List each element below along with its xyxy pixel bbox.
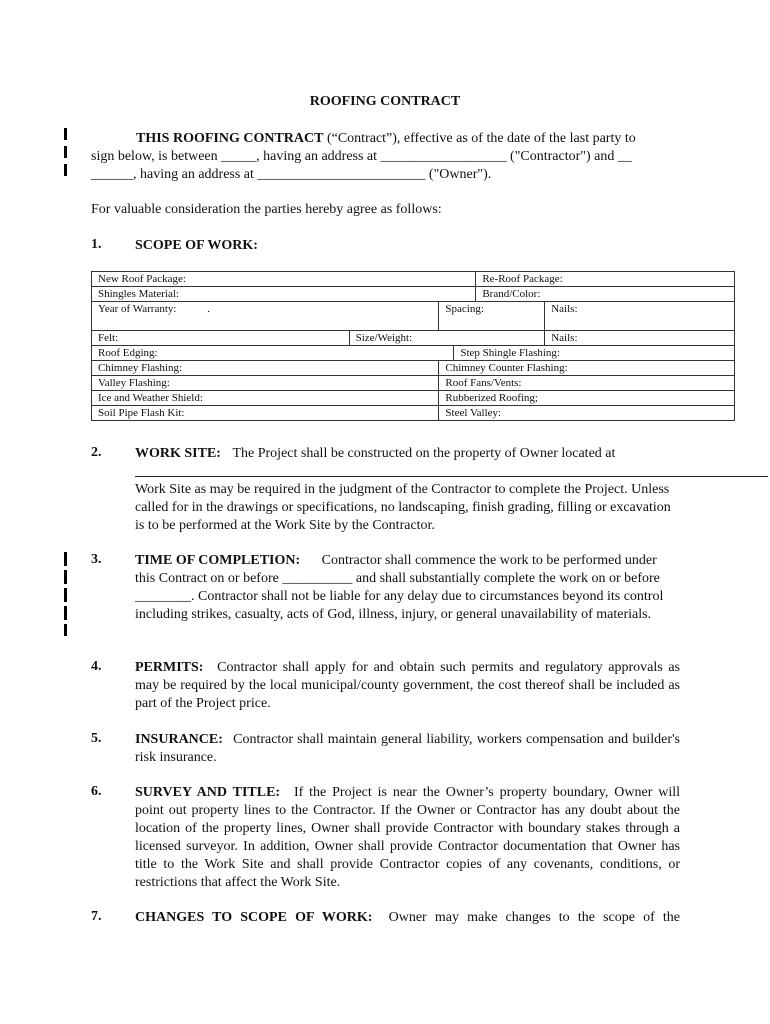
chimney-counter-flashing-cell: Chimney Counter Flashing:	[439, 361, 735, 376]
table-row	[92, 361, 735, 376]
year-of-warranty-label: Year of Warranty:	[98, 303, 177, 315]
table-row	[92, 391, 735, 406]
table-row	[92, 346, 735, 361]
section-3-number: 3.	[91, 552, 102, 567]
year-of-warranty-cell	[92, 302, 439, 331]
intro-paragraph	[91, 130, 683, 184]
change-bar	[64, 552, 67, 566]
felt-cell: Felt:	[92, 331, 350, 346]
section-7-heading: CHANGES TO SCOPE OF WORK:	[135, 910, 373, 925]
intro-text-1: (“Contract”), effective as of the date of the last party to	[323, 131, 636, 146]
warranty-dot: .	[207, 303, 210, 315]
intro-text-2: sign below, is between _____, having an address at __________________ ("Contractor") and __	[91, 149, 632, 164]
change-bar	[64, 606, 67, 620]
address-blank-line	[135, 476, 768, 477]
change-bar	[64, 164, 67, 176]
roof-edging-cell: Roof Edging:	[92, 346, 454, 361]
section-1-heading	[135, 237, 680, 255]
section-5-text: Contractor shall maintain general liability, workers compensation and builder's risk insurance.	[135, 732, 681, 765]
section-3-heading: TIME OF COMPLETION:	[135, 553, 301, 568]
soil-pipe-flash-kit-cell: Soil Pipe Flash Kit:	[92, 406, 439, 421]
scope-of-work-table	[91, 271, 735, 421]
section-5-heading: INSURANCE:	[135, 732, 223, 747]
change-bar	[64, 624, 67, 636]
brand-color-cell: Brand/Color:	[476, 287, 735, 302]
shingles-material-cell: Shingles Material:	[92, 287, 476, 302]
section-7-text: Owner may make changes to the scope of the	[388, 910, 680, 925]
section-4-text: Contractor shall apply for and obtain such permits and regulatory approvals as may be required by the local municipal/county government, the cost thereof shall be included as part of the Project price.	[135, 660, 681, 711]
section-2-body	[135, 445, 680, 463]
section-7-number: 7.	[91, 909, 102, 924]
new-roof-package-cell: New Roof Package:	[92, 272, 476, 287]
size-weight-cell: Size/Weight:	[349, 331, 545, 346]
section-3-body	[135, 552, 680, 624]
rubberized-roofing-cell: Rubberized Roofing;	[439, 391, 735, 406]
section-6-number: 6.	[91, 784, 102, 799]
nails-cell-2: Nails:	[545, 331, 735, 346]
section-5-body	[135, 731, 680, 767]
table-row	[92, 272, 735, 287]
section-4-heading: PERMITS:	[135, 660, 204, 675]
section-6-body	[135, 784, 680, 892]
section-6-text: If the Project is near the Owner’s property boundary, Owner will point out property lines to the Contractor. If the Owner or Contractor has any doubt about the location of the property lines, Owner shall provide Contractor with boundary stakes through a licensed surveyor. In addition, Owner shall provide Contractor documentation that Owner has title to the Work Site and shall provide Contractor copies of any covenants, conditions, or restrictions that affect the Work Site.	[135, 785, 681, 890]
change-bar	[64, 588, 67, 602]
roof-fans-vents-cell: Roof Fans/Vents:	[439, 376, 735, 391]
page-title: ROOFING CONTRACT	[309, 94, 461, 109]
nails-cell: Nails:	[545, 302, 735, 331]
section-1-heading-text: SCOPE OF WORK:	[135, 238, 258, 253]
step-shingle-flashing-cell: Step Shingle Flashing:	[454, 346, 735, 361]
section-3-text: Contractor shall commence the work to be performed under this Contract on or before __________ and shall substantially complete the work on or before ________. Contractor shall not be liable for any delay due to circumstances beyond its control including strikes, casualty, acts of God, illness, injury, or general unavailability of materials.	[135, 553, 664, 622]
intro-text-3: ______, having an address at ________________________ ("Owner").	[91, 167, 492, 182]
section-2-text-1: The Project shall be constructed on the property of Owner located at	[232, 446, 616, 461]
change-bar	[64, 128, 67, 140]
consideration-text: For valuable consideration the parties hereby agree as follows:	[91, 202, 442, 217]
table-row	[92, 376, 735, 391]
section-2-text-2: Work Site as may be required in the judgment of the Contractor to complete the Project. Unless called for in the drawings or specifications, no landscaping, finish grading, filling or excavation is to be performed at the Work Site by the Contractor.	[135, 482, 671, 533]
chimney-flashing-cell: Chimney Flashing:	[92, 361, 439, 376]
re-roof-package-cell: Re-Roof Package:	[476, 272, 735, 287]
intro-heading: THIS ROOFING CONTRACT	[136, 131, 324, 146]
table-row	[92, 406, 735, 421]
table-row	[92, 331, 735, 346]
section-6-heading: SURVEY AND TITLE:	[135, 785, 281, 800]
table-row	[92, 302, 735, 331]
section-1-number: 1.	[91, 237, 102, 252]
section-2-heading: WORK SITE:	[135, 446, 221, 461]
section-5-number: 5.	[91, 731, 102, 746]
steel-valley-cell: Steel Valley:	[439, 406, 735, 421]
valley-flashing-cell: Valley Flashing:	[92, 376, 439, 391]
section-4-body	[135, 659, 680, 713]
change-bar	[64, 146, 67, 158]
change-bar	[64, 570, 67, 584]
table-row	[92, 287, 735, 302]
spacing-cell: Spacing:	[439, 302, 545, 331]
ice-weather-shield-cell: Ice and Weather Shield:	[92, 391, 439, 406]
section-7-body	[135, 909, 680, 927]
section-2-number: 2.	[91, 445, 102, 460]
section-4-number: 4.	[91, 659, 102, 674]
